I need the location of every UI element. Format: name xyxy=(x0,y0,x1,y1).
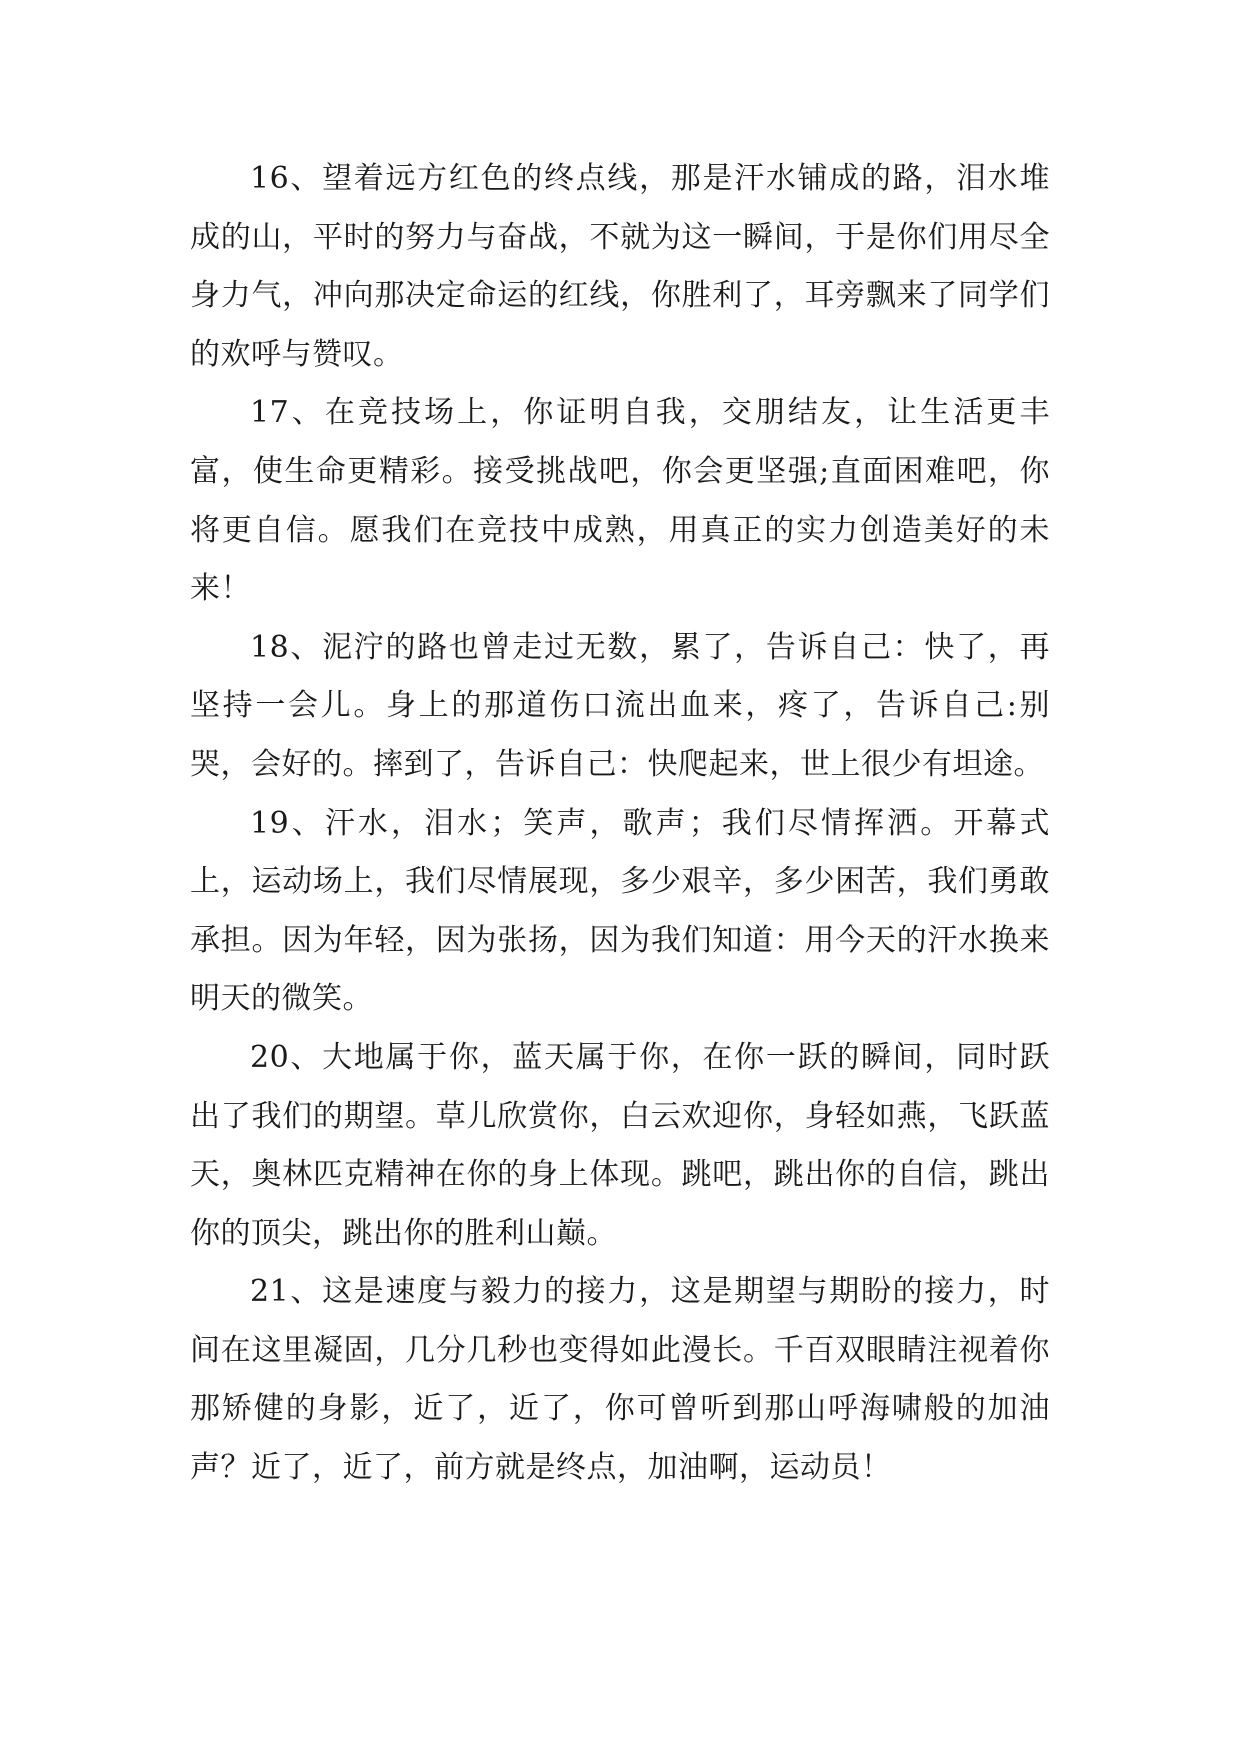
paragraph-19: 19、汗水，泪水；笑声，歌声；我们尽情挥洒。开幕式上，运动场上，我们尽情展现，多少艰辛，多少困苦，我们勇敢承担。因为年轻，因为张扬，因为我们知道：用今天的汗水换来明天的微笑。 xyxy=(190,805,1050,1017)
paragraph-17: 17、在竞技场上，你证明自我，交朋结友，让生活更丰富，使生命更精彩。接受挑战吧，你会更坚强;直面困难吧，你将更自信。愿我们在竞技中成熟，用真正的实力创造美好的未来！ xyxy=(190,395,1050,607)
paragraph-16: 16、望着远方红色的终点线，那是汗水铺成的路，泪水堆成的山，平时的努力与奋战，不就为这一瞬间，于是你们用尽全身力气，冲向那决定命运的红线，你胜利了，耳旁飘来了同学们的欢呼与赞叹。 xyxy=(190,161,1050,372)
document-body xyxy=(190,150,1050,1498)
paragraph-21: 21、这是速度与毅力的接力，这是期望与期盼的接力，时间在这里凝固，几分几秒也变得如此漫长。千百双眼睛注视着你那矫健的身影，近了，近了，你可曾听到那山呼海啸般的加油声？近了，近了，前方就是终点，加油啊，运动员！ xyxy=(190,1274,1050,1486)
paragraph-18: 18、泥泞的路也曾走过无数，累了，告诉自己：快了，再坚持一会儿。身上的那道伤口流出血来，疼了，告诉自己:别哭，会好的。摔到了，告诉自己：快爬起来，世上很少有坦途。 xyxy=(190,629,1050,782)
paragraph-20: 20、大地属于你，蓝天属于你，在你一跃的瞬间，同时跃出了我们的期望。草儿欣赏你，白云欢迎你，身轻如燕，飞跃蓝天，奥林匹克精神在你的身上体现。跳吧，跳出你的自信，跳出你的顶尖，跳出你的胜利山巅。 xyxy=(190,1039,1050,1251)
